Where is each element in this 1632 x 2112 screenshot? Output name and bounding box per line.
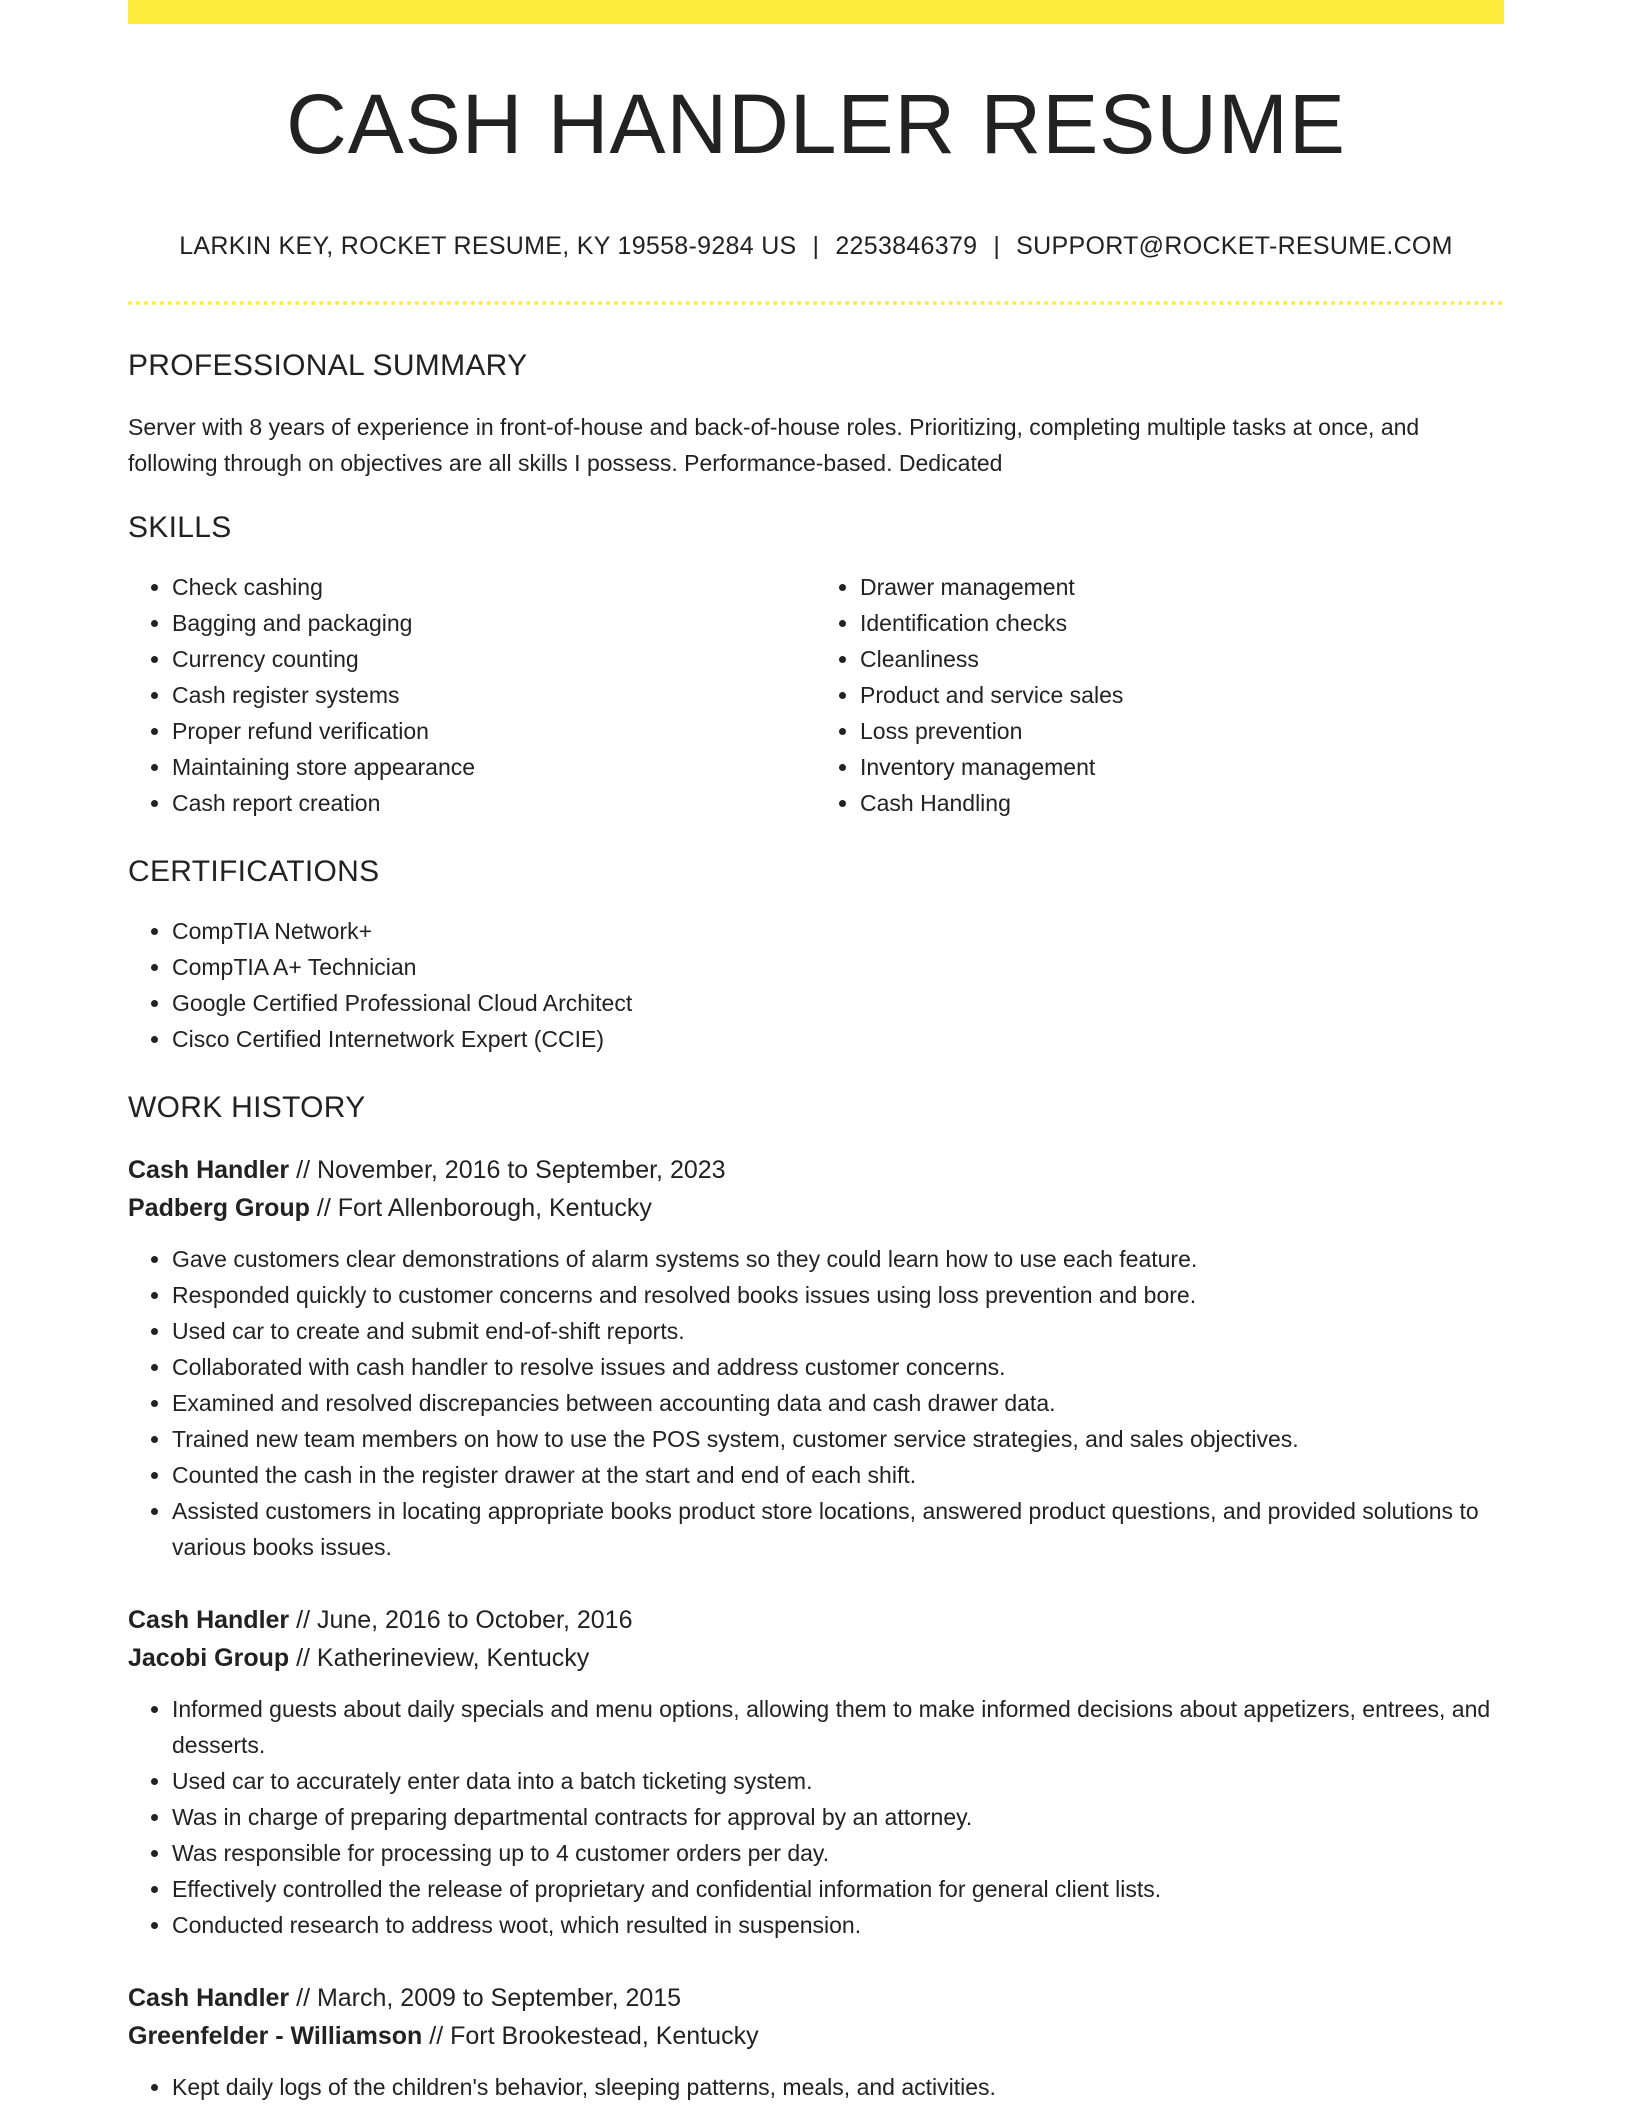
resume-title: CASH HANDLER RESUME xyxy=(286,77,1346,171)
skill-item: • Loss prevention xyxy=(860,713,1504,749)
work-history-heading: WORK HISTORY xyxy=(128,1091,366,1124)
job-bullet: • Informed guests about daily specials and menu options, allowing them to make informed decisions about appetizers, entrees, and desserts. xyxy=(172,1691,1504,1763)
job-title-line xyxy=(128,1151,1504,1189)
skill-item: • Identification checks xyxy=(860,605,1504,641)
work-history-section xyxy=(128,1091,1504,2105)
summary-section xyxy=(128,349,1504,481)
contact-address: LARKIN KEY, ROCKET RESUME, KY 19558-9284 US xyxy=(179,232,797,260)
skill-item: • Cash report creation xyxy=(172,785,816,821)
skill-item: • Product and service sales xyxy=(860,677,1504,713)
job-bullets xyxy=(128,2069,1504,2105)
contact-separator: | xyxy=(812,232,820,260)
skill-item: • Currency counting xyxy=(172,641,816,677)
job-bullet: • Counted the cash in the register drawer at the start and end of each shift. xyxy=(172,1457,1504,1493)
skill-item: • Drawer management xyxy=(860,569,1504,605)
job-location: // Katherineview, Kentucky xyxy=(289,1644,590,1672)
skill-item: • Cash Handling xyxy=(860,785,1504,821)
summary-text: Server with 8 years of experience in front-of-house and back-of-house roles. Prioritizing, completing multiple tasks at once, and following through on objectives are all skills I possess. Performance-based. Dedicated xyxy=(128,414,1420,476)
certifications-list xyxy=(128,913,1504,1057)
job-bullet: • Was in charge of preparing departmental contracts for approval by an attorney. xyxy=(172,1799,1504,1835)
job-title-line xyxy=(128,1601,1504,1639)
skill-item: • Check cashing xyxy=(172,569,816,605)
job-bullet: • Gave customers clear demonstrations of alarm systems so they could learn how to use each feature. xyxy=(172,1241,1504,1277)
contact-phone: 2253846379 xyxy=(835,232,978,260)
skills-grid xyxy=(128,569,1504,821)
job-bullet: • Effectively controlled the release of proprietary and confidential information for general client lists. xyxy=(172,1871,1504,1907)
job-bullet: • Responded quickly to customer concerns and resolved books issues using loss prevention and bore. xyxy=(172,1277,1504,1313)
skill-item: • Cash register systems xyxy=(172,677,816,713)
job-bullets xyxy=(128,1241,1504,1565)
job-company: Greenfelder - Williamson xyxy=(128,2022,423,2050)
certification-item: • Cisco Certified Internetwork Expert (CCIE) xyxy=(172,1021,1504,1057)
job-bullet: • Was responsible for processing up to 4 customer orders per day. xyxy=(172,1835,1504,1871)
certification-item: • CompTIA A+ Technician xyxy=(172,949,1504,985)
job-bullet: • Trained new team members on how to use the POS system, customer service strategies, and sales objectives. xyxy=(172,1421,1504,1457)
job-bullet: • Conducted research to address woot, which resulted in suspension. xyxy=(172,1907,1504,1943)
resume-page xyxy=(128,0,1504,2105)
job-entry xyxy=(128,1601,1504,1943)
accent-top-bar xyxy=(128,0,1504,24)
skill-item: • Inventory management xyxy=(860,749,1504,785)
skill-item: • Proper refund verification xyxy=(172,713,816,749)
job-title-line xyxy=(128,1979,1504,2017)
job-bullet: • Kept daily logs of the children's behavior, sleeping patterns, meals, and activities. xyxy=(172,2069,1504,2105)
skills-heading: SKILLS xyxy=(128,511,232,544)
job-title: Cash Handler xyxy=(128,1606,290,1634)
job-bullet: • Used car to create and submit end-of-shift reports. xyxy=(172,1313,1504,1349)
job-company-line xyxy=(128,1639,1504,1677)
summary-heading: PROFESSIONAL SUMMARY xyxy=(128,349,528,382)
skills-section xyxy=(128,511,1504,821)
job-location: // Fort Allenborough, Kentucky xyxy=(309,1194,652,1222)
job-location: // Fort Brookestead, Kentucky xyxy=(422,2022,759,2050)
certification-item: • CompTIA Network+ xyxy=(172,913,1504,949)
skills-list-left xyxy=(128,569,816,821)
job-bullets xyxy=(128,1691,1504,1943)
job-dates: // November, 2016 to September, 2023 xyxy=(289,1156,726,1184)
skill-item: • Maintaining store appearance xyxy=(172,749,816,785)
certifications-heading: CERTIFICATIONS xyxy=(128,855,380,888)
job-dates: // June, 2016 to October, 2016 xyxy=(289,1606,633,1634)
certifications-section xyxy=(128,855,1504,1057)
skills-list-right xyxy=(816,569,1504,821)
skill-item: • Cleanliness xyxy=(860,641,1504,677)
dotted-divider xyxy=(128,301,1504,305)
job-entry xyxy=(128,1979,1504,2105)
certification-item: • Google Certified Professional Cloud Architect xyxy=(172,985,1504,1021)
contact-separator: | xyxy=(993,232,1001,260)
job-title: Cash Handler xyxy=(128,1156,290,1184)
skill-item: • Bagging and packaging xyxy=(172,605,816,641)
job-bullet: • Assisted customers in locating appropriate books product store locations, answered product questions, and provided solutions to various books issues. xyxy=(172,1493,1504,1565)
job-bullet: • Used car to accurately enter data into a batch ticketing system. xyxy=(172,1763,1504,1799)
contact-line xyxy=(128,232,1504,261)
job-bullet: • Examined and resolved discrepancies between accounting data and cash drawer data. xyxy=(172,1385,1504,1421)
job-company: Jacobi Group xyxy=(128,1644,290,1672)
job-title: Cash Handler xyxy=(128,1984,290,2012)
job-company: Padberg Group xyxy=(128,1194,310,1222)
job-company-line xyxy=(128,1189,1504,1227)
job-bullet: • Collaborated with cash handler to resolve issues and address customer concerns. xyxy=(172,1349,1504,1385)
job-company-line xyxy=(128,2017,1504,2055)
contact-email: SUPPORT@ROCKET-RESUME.COM xyxy=(1016,232,1453,260)
job-entry xyxy=(128,1151,1504,1565)
job-dates: // March, 2009 to September, 2015 xyxy=(289,1984,682,2012)
